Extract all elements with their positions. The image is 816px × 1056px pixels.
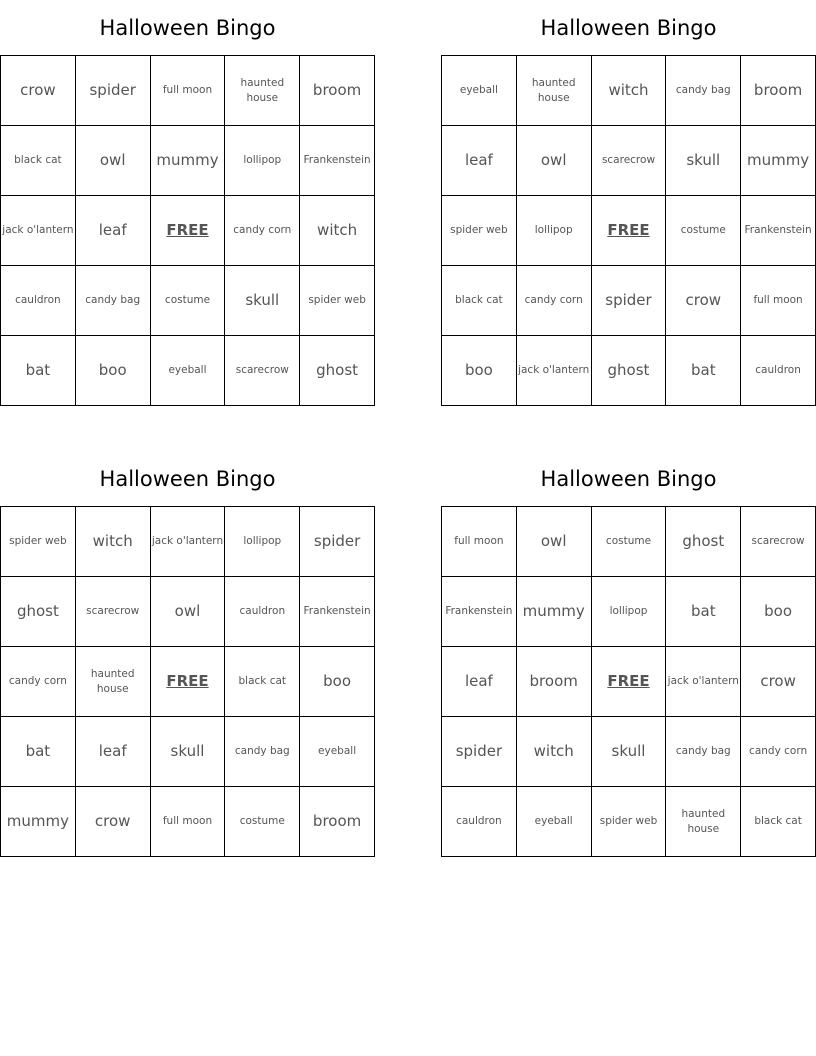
- bingo-cell: candy corn: [225, 196, 300, 266]
- bingo-cell: candy corn: [1, 647, 76, 717]
- bingo-cell: scarecrow: [592, 126, 667, 196]
- bingo-cell: leaf: [442, 126, 517, 196]
- bingo-cell: mummy: [151, 126, 226, 196]
- bingo-cell: boo: [300, 647, 375, 717]
- bingo-cell: cauldron: [442, 787, 517, 857]
- bingo-cell: boo: [76, 336, 151, 406]
- bingo-cell: jack o'lantern: [666, 647, 741, 717]
- bingo-cell: skull: [225, 266, 300, 336]
- bingo-cell: scarecrow: [225, 336, 300, 406]
- bingo-cell: broom: [517, 647, 592, 717]
- bingo-cell: Frankenstein: [741, 196, 816, 266]
- bingo-cell: skull: [151, 717, 226, 787]
- bingo-cell: jack o'lantern: [151, 507, 226, 577]
- bingo-cell: witch: [592, 56, 667, 126]
- bingo-cell: mummy: [741, 126, 816, 196]
- bingo-cell: lollipop: [225, 126, 300, 196]
- bingo-cell: boo: [442, 336, 517, 406]
- bingo-cell: leaf: [76, 717, 151, 787]
- bingo-cell: black cat: [741, 787, 816, 857]
- bingo-cell: full moon: [151, 56, 226, 126]
- bingo-cell: lollipop: [592, 577, 667, 647]
- bingo-cell: owl: [76, 126, 151, 196]
- bingo-cell: costume: [666, 196, 741, 266]
- bingo-cell: mummy: [517, 577, 592, 647]
- bingo-cell: haunted house: [76, 647, 151, 717]
- bingo-cell: spider: [592, 266, 667, 336]
- bingo-cell: candy bag: [666, 717, 741, 787]
- bingo-cell: eyeball: [442, 56, 517, 126]
- bingo-cell: witch: [76, 507, 151, 577]
- bingo-grid: [0, 55, 375, 406]
- bingo-cell: cauldron: [741, 336, 816, 406]
- bingo-cell: witch: [517, 717, 592, 787]
- bingo-cell: spider: [300, 507, 375, 577]
- bingo-cell: lollipop: [517, 196, 592, 266]
- bingo-cell: candy corn: [517, 266, 592, 336]
- card-title: Halloween Bingo: [540, 16, 717, 40]
- bingo-cell: leaf: [76, 196, 151, 266]
- bingo-cell: full moon: [442, 507, 517, 577]
- bingo-cell: Frankenstein: [300, 577, 375, 647]
- bingo-cell: broom: [300, 56, 375, 126]
- bingo-cell: candy corn: [741, 717, 816, 787]
- bingo-cell: spider web: [442, 196, 517, 266]
- bingo-cell: spider: [442, 717, 517, 787]
- bingo-cell: witch: [300, 196, 375, 266]
- bingo-cell: owl: [517, 126, 592, 196]
- bingo-cell: Frankenstein: [300, 126, 375, 196]
- bingo-cell: spider web: [592, 787, 667, 857]
- bingo-cell: costume: [225, 787, 300, 857]
- bingo-cell: broom: [741, 56, 816, 126]
- bingo-cell: spider: [76, 56, 151, 126]
- bingo-cell: skull: [666, 126, 741, 196]
- bingo-cell: cauldron: [225, 577, 300, 647]
- bingo-cell: haunted house: [225, 56, 300, 126]
- bingo-grid: [441, 55, 816, 406]
- bingo-cell: eyeball: [517, 787, 592, 857]
- bingo-cell: eyeball: [151, 336, 226, 406]
- bingo-cell: bat: [1, 717, 76, 787]
- bingo-cell: candy bag: [76, 266, 151, 336]
- bingo-cell: broom: [300, 787, 375, 857]
- bingo-cell: crow: [666, 266, 741, 336]
- free-space: FREE: [592, 196, 667, 266]
- bingo-cell: haunted house: [666, 787, 741, 857]
- bingo-cell: bat: [666, 336, 741, 406]
- bingo-cell: eyeball: [300, 717, 375, 787]
- card-title: Halloween Bingo: [99, 16, 276, 40]
- bingo-cell: crow: [1, 56, 76, 126]
- free-space: FREE: [592, 647, 667, 717]
- bingo-cell: ghost: [1, 577, 76, 647]
- bingo-cell: haunted house: [517, 56, 592, 126]
- card-title: Halloween Bingo: [99, 467, 276, 491]
- bingo-cell: owl: [151, 577, 226, 647]
- bingo-cell: Frankenstein: [442, 577, 517, 647]
- bingo-cell: owl: [517, 507, 592, 577]
- bingo-cell: scarecrow: [741, 507, 816, 577]
- bingo-cell: jack o'lantern: [517, 336, 592, 406]
- bingo-cell: ghost: [666, 507, 741, 577]
- bingo-cell: candy bag: [225, 717, 300, 787]
- bingo-cell: black cat: [1, 126, 76, 196]
- bingo-cell: leaf: [442, 647, 517, 717]
- free-space: FREE: [151, 196, 226, 266]
- bingo-cell: cauldron: [1, 266, 76, 336]
- bingo-grid: [441, 506, 816, 857]
- bingo-cell: spider web: [300, 266, 375, 336]
- bingo-cell: black cat: [225, 647, 300, 717]
- bingo-cell: lollipop: [225, 507, 300, 577]
- bingo-cell: black cat: [442, 266, 517, 336]
- bingo-cell: bat: [666, 577, 741, 647]
- bingo-cell: jack o'lantern: [1, 196, 76, 266]
- bingo-cell: ghost: [300, 336, 375, 406]
- bingo-cell: skull: [592, 717, 667, 787]
- bingo-cell: mummy: [1, 787, 76, 857]
- bingo-cell: crow: [76, 787, 151, 857]
- bingo-cell: costume: [151, 266, 226, 336]
- free-space: FREE: [151, 647, 226, 717]
- bingo-cell: costume: [592, 507, 667, 577]
- bingo-cell: crow: [741, 647, 816, 717]
- bingo-cell: boo: [741, 577, 816, 647]
- bingo-cell: ghost: [592, 336, 667, 406]
- bingo-cell: scarecrow: [76, 577, 151, 647]
- bingo-cell: candy bag: [666, 56, 741, 126]
- bingo-cell: bat: [1, 336, 76, 406]
- bingo-cell: full moon: [741, 266, 816, 336]
- card-title: Halloween Bingo: [540, 467, 717, 491]
- bingo-grid: [0, 506, 375, 857]
- bingo-cell: full moon: [151, 787, 226, 857]
- bingo-cell: spider web: [1, 507, 76, 577]
